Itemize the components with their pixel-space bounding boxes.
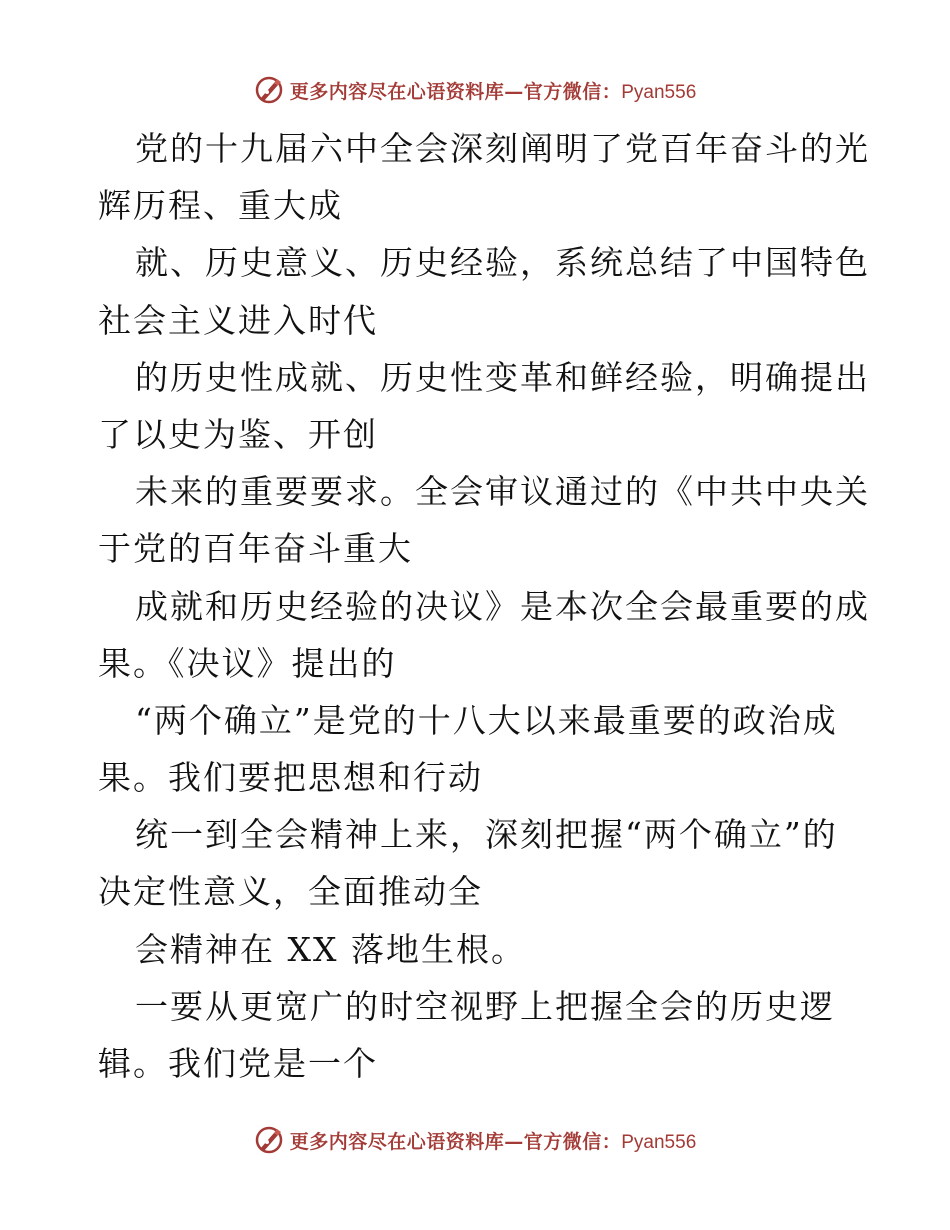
text-line: 的历史性成就、历史性变革和鲜经验，明确提出 bbox=[135, 357, 870, 397]
text-line: 统一到全会精神上来，深刻把握“两个确立”的 bbox=[135, 815, 838, 855]
footer-watermark-banner bbox=[0, 1120, 950, 1160]
footer-banner-text bbox=[290, 1127, 697, 1154]
text-line: 未来的重要要求。全会审议通过的《中共中央关 bbox=[135, 472, 870, 512]
pen-seal-logo-icon bbox=[254, 1125, 284, 1155]
header-watermark-banner bbox=[0, 70, 950, 110]
text-line: 社会主义进入时代 bbox=[98, 300, 378, 340]
text-line: 果。《决议》提出的 bbox=[98, 643, 397, 683]
text-line: 于党的百年奋斗重大 bbox=[98, 529, 413, 569]
text-line: 决定性意义，全面推动全 bbox=[98, 872, 483, 912]
header-banner-label: 更多内容尽在心语资料库—官方微信： bbox=[289, 80, 622, 103]
text-line: 一要从更宽广的时空视野上把握全会的历史逻 bbox=[135, 986, 835, 1026]
text-line: 了以史为鉴、开创 bbox=[98, 414, 378, 454]
text-line: 辑。我们党是一个 bbox=[98, 1044, 378, 1083]
header-wechat-id: Pyan556 bbox=[621, 81, 697, 103]
document-body bbox=[98, 120, 870, 1092]
text-line: 会精神在 XX 落地生根。 bbox=[135, 929, 526, 969]
text-line: 果。我们要把思想和行动 bbox=[98, 758, 483, 798]
header-banner-text bbox=[290, 77, 697, 104]
text-line: “两个确立”是党的十八大以来最重要的政治成 bbox=[135, 700, 838, 740]
text-line: 就、历史意义、历史经验，系统总结了中国特色 bbox=[135, 243, 870, 283]
footer-banner-label: 更多内容尽在心语资料库—官方微信： bbox=[289, 1130, 622, 1153]
text-line: 党的十九届六中全会深刻阐明了党百年奋斗的光 bbox=[135, 129, 870, 168]
footer-wechat-id: Pyan556 bbox=[621, 1131, 697, 1153]
pen-seal-logo-icon bbox=[254, 75, 284, 105]
text-line: 辉历程、重大成 bbox=[98, 186, 343, 226]
text-line: 成就和历史经验的决议》是本次全会最重要的成 bbox=[135, 586, 870, 626]
